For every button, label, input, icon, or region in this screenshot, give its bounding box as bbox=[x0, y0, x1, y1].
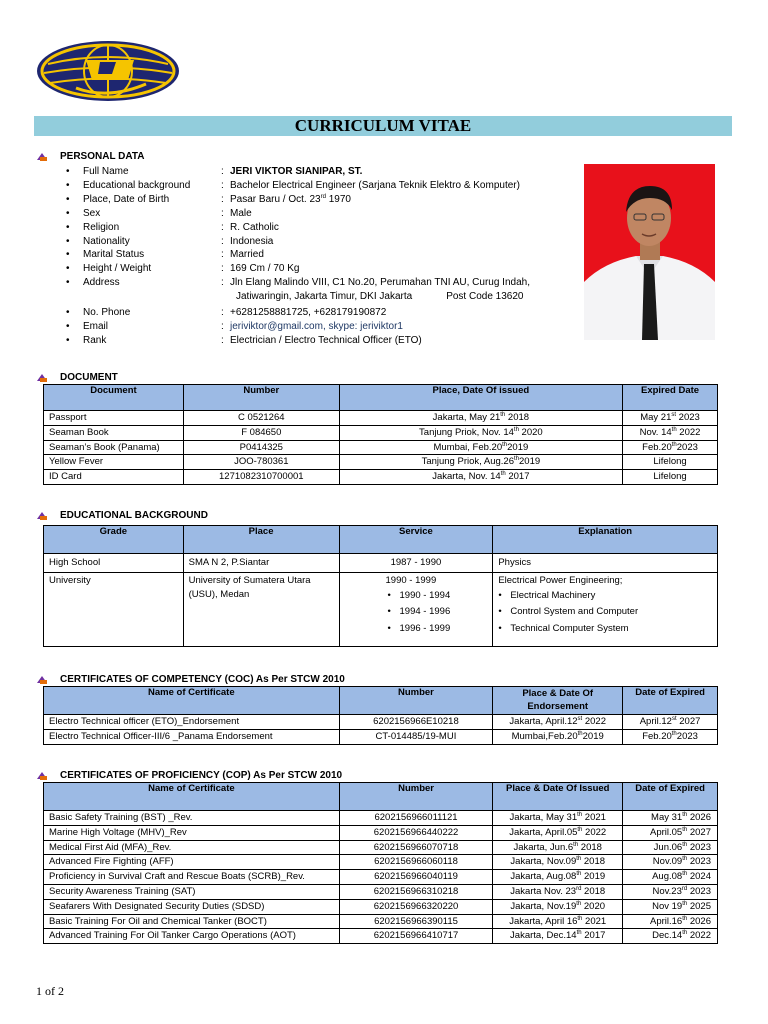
table-cell: Jakarta, April 16th 2021 bbox=[493, 914, 623, 929]
person-illustration bbox=[584, 164, 715, 340]
personal-row-birth: • Place, Date of Birth : Pasar Baru / Oct. 23rd 1970 bbox=[66, 193, 566, 207]
table-row bbox=[44, 855, 718, 870]
table-row bbox=[44, 715, 718, 730]
column-header: Number bbox=[183, 385, 339, 411]
field-value: Electrician / Electro Technical Officer (ETO) bbox=[230, 334, 422, 346]
section-bullet-icon bbox=[36, 373, 48, 383]
explanation-sublist bbox=[498, 588, 712, 638]
table-cell: C 0521264 bbox=[183, 411, 339, 426]
table-cell: Jakarta, Nov. 14th 2017 bbox=[339, 470, 622, 485]
table-cell: Yellow Fever bbox=[44, 455, 184, 470]
table-row bbox=[44, 425, 718, 440]
table-row bbox=[44, 840, 718, 855]
personal-row-address-line2 bbox=[66, 290, 566, 304]
table-cell: Advanced Fire Fighting (AFF) bbox=[44, 855, 340, 870]
table-row bbox=[44, 729, 718, 744]
field-label: Height / Weight bbox=[83, 263, 152, 275]
section-bullet-icon bbox=[36, 771, 48, 781]
table-cell: Lifelong bbox=[623, 470, 718, 485]
table-cell: Jakarta, April.05th 2022 bbox=[493, 825, 623, 840]
table-cell: SMA N 2, P.Siantar bbox=[183, 554, 339, 573]
section-personal-data bbox=[36, 151, 144, 162]
table-cell: Electro Technical officer (ETO)_Endorsement bbox=[44, 715, 340, 730]
personal-row-sex: • Sex : Male bbox=[66, 207, 566, 221]
column-header: Place & Date Of Endorsement bbox=[493, 687, 623, 715]
personal-row-full-name: • Full Name : JERI VIKTOR SIANIPAR, ST. bbox=[66, 165, 566, 179]
field-label: Address bbox=[83, 277, 120, 289]
table-cell: 1990 - 1999 • 1990 - 1994 • 1994 - 1996 • 1996 - 1999 bbox=[339, 573, 493, 647]
table-cell: Jakarta, May 21th 2018 bbox=[339, 411, 622, 426]
column-header: Place, Date Of issued bbox=[339, 385, 622, 411]
table-cell: CT-014485/19-MUI bbox=[339, 729, 493, 744]
page-number: 1 of 2 bbox=[36, 984, 64, 998]
field-label: Religion bbox=[83, 221, 120, 233]
field-label: Sex bbox=[83, 207, 101, 219]
column-header: Date of Expired bbox=[623, 687, 718, 715]
personal-row-height-weight: • Height / Weight : 169 Cm / 70 Kg bbox=[66, 262, 566, 276]
table-cell: Jakarta, Aug.08th 2019 bbox=[493, 870, 623, 885]
table-cell: May 21st 2023 bbox=[623, 411, 718, 426]
field-value: Jatiwaringin, Jakarta Timur, DKI Jakarta Post Code 13620 bbox=[236, 291, 524, 303]
table-row bbox=[44, 914, 718, 929]
section-title: DOCUMENT bbox=[60, 372, 118, 383]
table-cell: Aug.08th 2024 bbox=[623, 870, 718, 885]
table-cell: University bbox=[44, 573, 184, 647]
profile-photo bbox=[584, 164, 715, 340]
table-row bbox=[44, 455, 718, 470]
field-value: Married bbox=[230, 249, 264, 261]
table-cell: Dec.14th 2022 bbox=[623, 929, 718, 944]
personal-row-address: • Address : Jln Elang Malindo VIII, C1 No.20, Perumahan TNI AU, Curug Indah, bbox=[66, 276, 566, 290]
table-cell: Jakarta, May 31th 2021 bbox=[493, 811, 623, 826]
field-value: Male bbox=[230, 207, 252, 219]
table-cell: 6202156966040119 bbox=[339, 870, 493, 885]
field-label: Full Name bbox=[83, 166, 129, 177]
column-header: Explanation bbox=[493, 526, 718, 554]
table-cell: Seafarers With Designated Security Duties (SDSD) bbox=[44, 899, 340, 914]
table-cell: Jakarta, Jun.6th 2018 bbox=[493, 840, 623, 855]
email-link[interactable]: jeriviktor@gmail.com, skype: jeriviktor1 bbox=[230, 320, 403, 332]
table-row bbox=[44, 929, 718, 944]
list-item: • 1994 - 1996 bbox=[388, 604, 488, 621]
column-header: Name of Certificate bbox=[44, 783, 340, 811]
column-header: Number bbox=[339, 783, 493, 811]
table-cell: 6202156966390115 bbox=[339, 914, 493, 929]
page-title: CURRICULUM VITAE bbox=[294, 116, 472, 135]
cop-table bbox=[43, 782, 718, 944]
column-header: Document bbox=[44, 385, 184, 411]
table-cell: Jakarta, Dec.14th 2017 bbox=[493, 929, 623, 944]
education-table bbox=[43, 525, 718, 647]
cop-table-body bbox=[44, 811, 718, 944]
personal-data-list bbox=[66, 165, 566, 348]
service-sublist bbox=[388, 588, 488, 638]
table-header-row bbox=[44, 687, 718, 715]
table-cell: 1987 - 1990 bbox=[339, 554, 493, 573]
table-cell: Seaman Book bbox=[44, 425, 184, 440]
section-title: EDUCATIONAL BACKGROUND bbox=[60, 510, 208, 521]
table-row bbox=[44, 554, 718, 573]
personal-row-rank: • Rank : Electrician / Electro Technical Officer (ETO) bbox=[66, 334, 566, 348]
coc-table bbox=[43, 686, 718, 745]
title-bar bbox=[34, 116, 732, 136]
table-cell: Tanjung Priok, Nov. 14th 2020 bbox=[339, 425, 622, 440]
table-cell: May 31th 2026 bbox=[623, 811, 718, 826]
section-bullet-icon bbox=[36, 152, 48, 162]
field-label: Educational background bbox=[83, 179, 191, 191]
section-bullet-icon bbox=[36, 511, 48, 521]
field-value: Indonesia bbox=[230, 235, 274, 247]
field-value: R. Catholic bbox=[230, 221, 279, 233]
table-cell: Nov. 14th 2022 bbox=[623, 425, 718, 440]
table-row bbox=[44, 440, 718, 455]
personal-row-religion: • Religion : R. Catholic bbox=[66, 221, 566, 235]
table-row bbox=[44, 411, 718, 426]
table-cell: Jun.06th 2023 bbox=[623, 840, 718, 855]
table-cell: Nov 19th 2025 bbox=[623, 899, 718, 914]
table-cell: Nov.09th 2023 bbox=[623, 855, 718, 870]
table-cell: Lifelong bbox=[623, 455, 718, 470]
table-row bbox=[44, 470, 718, 485]
field-label: Rank bbox=[83, 334, 107, 346]
table-cell: Seaman’s Book (Panama) bbox=[44, 440, 184, 455]
table-cell: Jakarta, April.12st 2022 bbox=[493, 715, 623, 730]
column-header: Place bbox=[183, 526, 339, 554]
table-cell: 6202156966E10218 bbox=[339, 715, 493, 730]
personal-row-marital: • Marital Status : Married bbox=[66, 248, 566, 262]
table-cell: Jakarta Nov. 23rd 2018 bbox=[493, 884, 623, 899]
table-cell: 6202156966320220 bbox=[339, 899, 493, 914]
table-cell: Feb.20th2023 bbox=[623, 440, 718, 455]
table-cell: April.12st 2027 bbox=[623, 715, 718, 730]
table-cell: P0414325 bbox=[183, 440, 339, 455]
table-row bbox=[44, 884, 718, 899]
table-row bbox=[44, 825, 718, 840]
personal-row-phone: • No. Phone : +6281258881725, +628179190872 bbox=[66, 306, 566, 320]
table-cell: Medical First Aid (MFA)_Rev. bbox=[44, 840, 340, 855]
table-row bbox=[44, 870, 718, 885]
personal-row-nationality: • Nationality : Indonesia bbox=[66, 235, 566, 249]
table-header-row bbox=[44, 783, 718, 811]
ship-globe-logo bbox=[36, 40, 180, 102]
table-cell: 6202156966440222 bbox=[339, 825, 493, 840]
list-item: • 1996 - 1999 bbox=[388, 621, 488, 638]
column-header: Expired Date bbox=[623, 385, 718, 411]
table-row bbox=[44, 899, 718, 914]
table-cell: Passport bbox=[44, 411, 184, 426]
section-cop bbox=[36, 770, 342, 781]
field-label: Nationality bbox=[83, 235, 130, 247]
table-cell: April.16th 2026 bbox=[623, 914, 718, 929]
table-row bbox=[44, 811, 718, 826]
field-label: No. Phone bbox=[83, 307, 131, 319]
table-cell: Advanced Training For Oil Tanker Cargo Operations (AOT) bbox=[44, 929, 340, 944]
personal-row-education: • Educational background : Bachelor Electrical Engineer (Sarjana Teknik Elektro & Komputer) bbox=[66, 179, 566, 193]
table-cell: Electro Technical Officer-III/6 _Panama Endorsement bbox=[44, 729, 340, 744]
column-header: Grade bbox=[44, 526, 184, 554]
table-cell: Jakarta, Nov.19th 2020 bbox=[493, 899, 623, 914]
list-item: • Electrical Machinery bbox=[498, 588, 712, 605]
column-header: Number bbox=[339, 687, 493, 715]
table-cell: Basic Safety Training (BST) _Rev. bbox=[44, 811, 340, 826]
table-cell: 6202156966310218 bbox=[339, 884, 493, 899]
table-cell: 6202156966011121 bbox=[339, 811, 493, 826]
field-label: Place, Date of Birth bbox=[83, 193, 170, 205]
table-cell: Electrical Power Engineering; • Electrical Machinery • Control System and Computer • Technical Computer System bbox=[493, 573, 718, 647]
field-value: +6281258881725, +628179190872 bbox=[230, 307, 387, 319]
list-item: • Control System and Computer bbox=[498, 604, 712, 621]
table-cell: F 084650 bbox=[183, 425, 339, 440]
column-header: Service bbox=[339, 526, 493, 554]
section-title: PERSONAL DATA bbox=[60, 151, 145, 162]
field-value: Jln Elang Malindo VIII, C1 No.20, Perumahan TNI AU, Curug Indah, bbox=[230, 277, 530, 289]
document-table bbox=[43, 384, 718, 485]
section-bullet-icon bbox=[36, 675, 48, 685]
field-value: Bachelor Electrical Engineer (Sarjana Teknik Elektro & Komputer) bbox=[230, 179, 520, 191]
field-value: 169 Cm / 70 Kg bbox=[230, 263, 300, 275]
field-label: Email bbox=[83, 320, 109, 332]
list-item: • Technical Computer System bbox=[498, 621, 712, 638]
table-cell: JOO-780361 bbox=[183, 455, 339, 470]
table-cell: Basic Training For Oil and Chemical Tanker (BOCT) bbox=[44, 914, 340, 929]
table-cell: High School bbox=[44, 554, 184, 573]
field-label: Marital Status bbox=[83, 249, 145, 261]
column-header: Name of Certificate bbox=[44, 687, 340, 715]
table-cell: April.05th 2027 bbox=[623, 825, 718, 840]
table-cell: Security Awareness Training (SAT) bbox=[44, 884, 340, 899]
table-cell: Mumbai,Feb.20th2019 bbox=[493, 729, 623, 744]
field-value: Pasar Baru / Oct. 23rd 1970 bbox=[230, 193, 351, 205]
table-cell: Proficiency in Survival Craft and Rescue Boats (SCRB)_Rev. bbox=[44, 870, 340, 885]
table-cell: Nov.23rd 2023 bbox=[623, 884, 718, 899]
table-cell: 1271082310700001 bbox=[183, 470, 339, 485]
table-cell: 6202156966410717 bbox=[339, 929, 493, 944]
table-cell: Feb.20th2023 bbox=[623, 729, 718, 744]
column-header: Place & Date Of Issued bbox=[493, 783, 623, 811]
personal-row-email: • Email : jeriviktor@gmail.com, skype: jeriviktor1 bbox=[66, 320, 566, 334]
table-cell: 6202156966060118 bbox=[339, 855, 493, 870]
list-item: • 1990 - 1994 bbox=[388, 588, 488, 605]
table-cell: Tanjung Priok, Aug.26th2019 bbox=[339, 455, 622, 470]
table-cell: University of Sumatera Utara (USU), Medan bbox=[183, 573, 339, 647]
section-title: CERTIFICATES OF PROFICIENCY (COP) As Per STCW 2010 bbox=[60, 770, 343, 781]
section-education bbox=[36, 510, 208, 521]
section-document bbox=[36, 372, 118, 383]
section-coc bbox=[36, 674, 345, 685]
table-cell: 6202156966070718 bbox=[339, 840, 493, 855]
table-cell: Marine High Voltage (MHV)_Rev bbox=[44, 825, 340, 840]
table-cell: Physics bbox=[493, 554, 718, 573]
field-value: JERI VIKTOR SIANIPAR, ST. bbox=[230, 166, 363, 177]
column-header: Date of Expired bbox=[623, 783, 718, 811]
table-header-row bbox=[44, 385, 718, 411]
table-cell: Mumbai, Feb.20th2019 bbox=[339, 440, 622, 455]
table-row bbox=[44, 573, 718, 647]
table-cell: ID Card bbox=[44, 470, 184, 485]
table-header-row bbox=[44, 526, 718, 554]
table-cell: Jakarta, Nov.09th 2018 bbox=[493, 855, 623, 870]
section-title: CERTIFICATES OF COMPETENCY (COC) As Per STCW 2010 bbox=[60, 674, 345, 685]
